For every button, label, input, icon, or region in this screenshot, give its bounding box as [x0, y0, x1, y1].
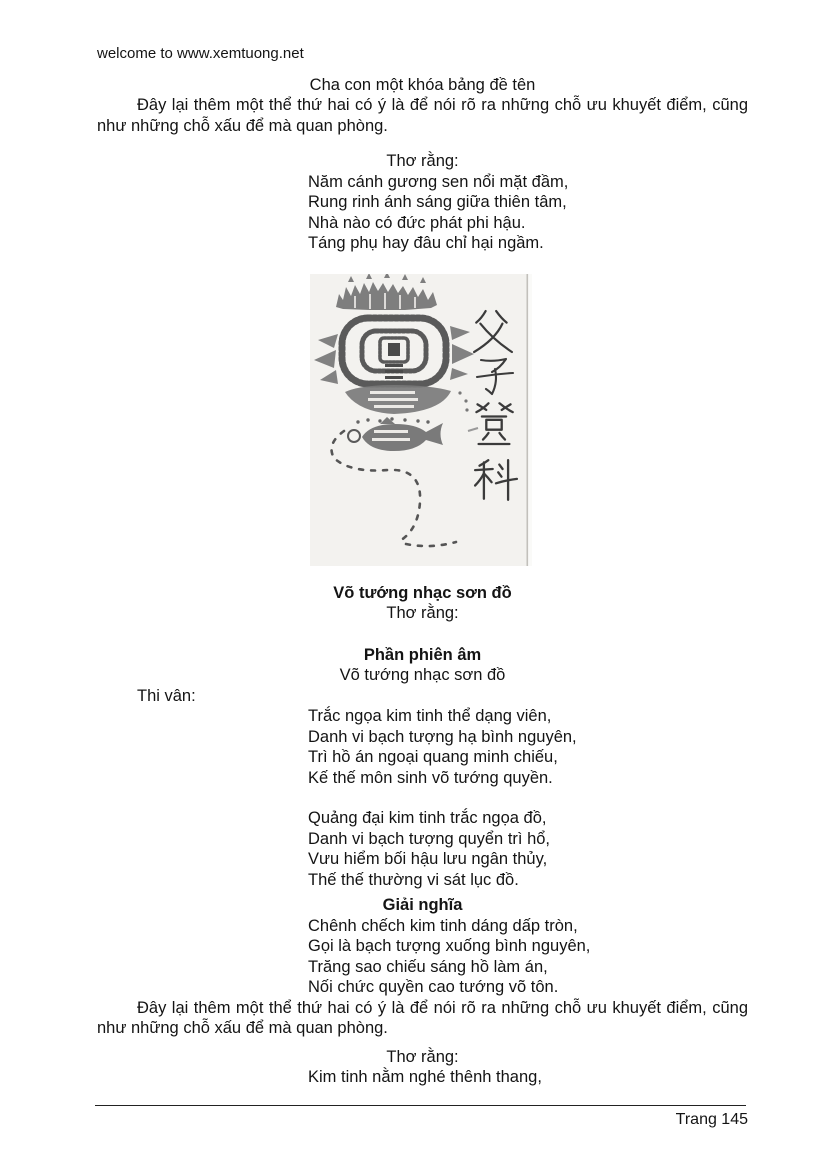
- thi-van-label: Thi vân:: [137, 686, 196, 705]
- poem-line: Nhà nào có đức phát phi hậu.: [308, 213, 526, 232]
- section-title: Võ tướng nhạc sơn đồ: [333, 583, 512, 602]
- closing-poem-label: Thơ rằng:: [386, 1047, 459, 1066]
- phien-am-heading: Phần phiên âm: [363, 645, 482, 664]
- stanza-line: Thế thế thường vi sát lục đồ.: [308, 870, 519, 889]
- stanza-line: Trì hồ án ngoại quang minh chiếu,: [308, 748, 558, 766]
- poem-label: Thơ rằng:: [386, 152, 459, 170]
- doc-title: Cha con một khóa bảng đề tên: [309, 75, 536, 94]
- stanza-line: Vưu hiểm bối hậu lưu ngân thủy,: [308, 850, 548, 868]
- scan-edge-line: [527, 274, 529, 566]
- illustration-canvas: [310, 274, 532, 566]
- giai-nghia-heading: Giải nghĩa: [382, 896, 463, 914]
- stanza-line: Kế thế môn sinh võ tướng quyền.: [308, 768, 553, 787]
- giai-nghia-stanza: [308, 916, 748, 998]
- stanza-line: Danh vi bạch tượng quyển trì hổ,: [308, 829, 551, 848]
- poem-line: Táng phụ hay đâu chỉ hại ngầm.: [308, 234, 544, 252]
- page-content: [97, 0, 748, 1088]
- stanza-line: Chênh chếch kim tinh dáng dấp tròn,: [308, 916, 578, 935]
- stanza-2: [308, 808, 748, 890]
- closing-poem-line: Kim tinh nằm nghé thênh thang,: [308, 1068, 542, 1086]
- scan-margin: [528, 274, 532, 566]
- stanza-line: Trắc ngọa kim tinh thể dạng viên,: [308, 707, 552, 725]
- illustration: [310, 274, 532, 566]
- poem-label: Thơ rằng:: [386, 604, 459, 622]
- footer-rule: [95, 1105, 746, 1106]
- stanza-line: Trăng sao chiếu sáng hồ làm án,: [308, 957, 548, 976]
- poem-line: Rung rinh ánh sáng giữa thiên tâm,: [308, 193, 567, 211]
- fish-eye: [348, 430, 360, 442]
- stanza-line: Quảng đại kim tinh trắc ngọa đồ,: [308, 809, 547, 827]
- outro-paragraph: Đây lại thêm một thể thứ hai có ý là để nói rõ ra những chỗ ưu khuyết điểm, cũng như những chỗ xấu để mà quan phòng.: [97, 998, 748, 1037]
- stanza-1: [308, 706, 748, 788]
- phien-am-subtitle: Võ tướng nhạc sơn đồ: [339, 666, 506, 684]
- stanza-line: Nối chức quyền cao tướng võ tôn.: [308, 978, 559, 996]
- stanza-line: Danh vi bạch tượng hạ bình nguyên,: [308, 727, 577, 746]
- poem-block: [308, 172, 748, 254]
- page-number: Trang 145: [675, 1111, 748, 1128]
- poem-line: Năm cánh gương sen nổi mặt đầm,: [308, 172, 569, 191]
- stanza-line: Gọi là bạch tượng xuống bình nguyên,: [308, 937, 591, 955]
- intro-paragraph: Đây lại thêm một thể thứ hai có ý là để nói rõ ra những chỗ ưu khuyết điểm, cũng như những chỗ xấu để mà quan phòng.: [97, 96, 748, 135]
- watermark-text: welcome to www.xemtuong.net: [97, 45, 304, 62]
